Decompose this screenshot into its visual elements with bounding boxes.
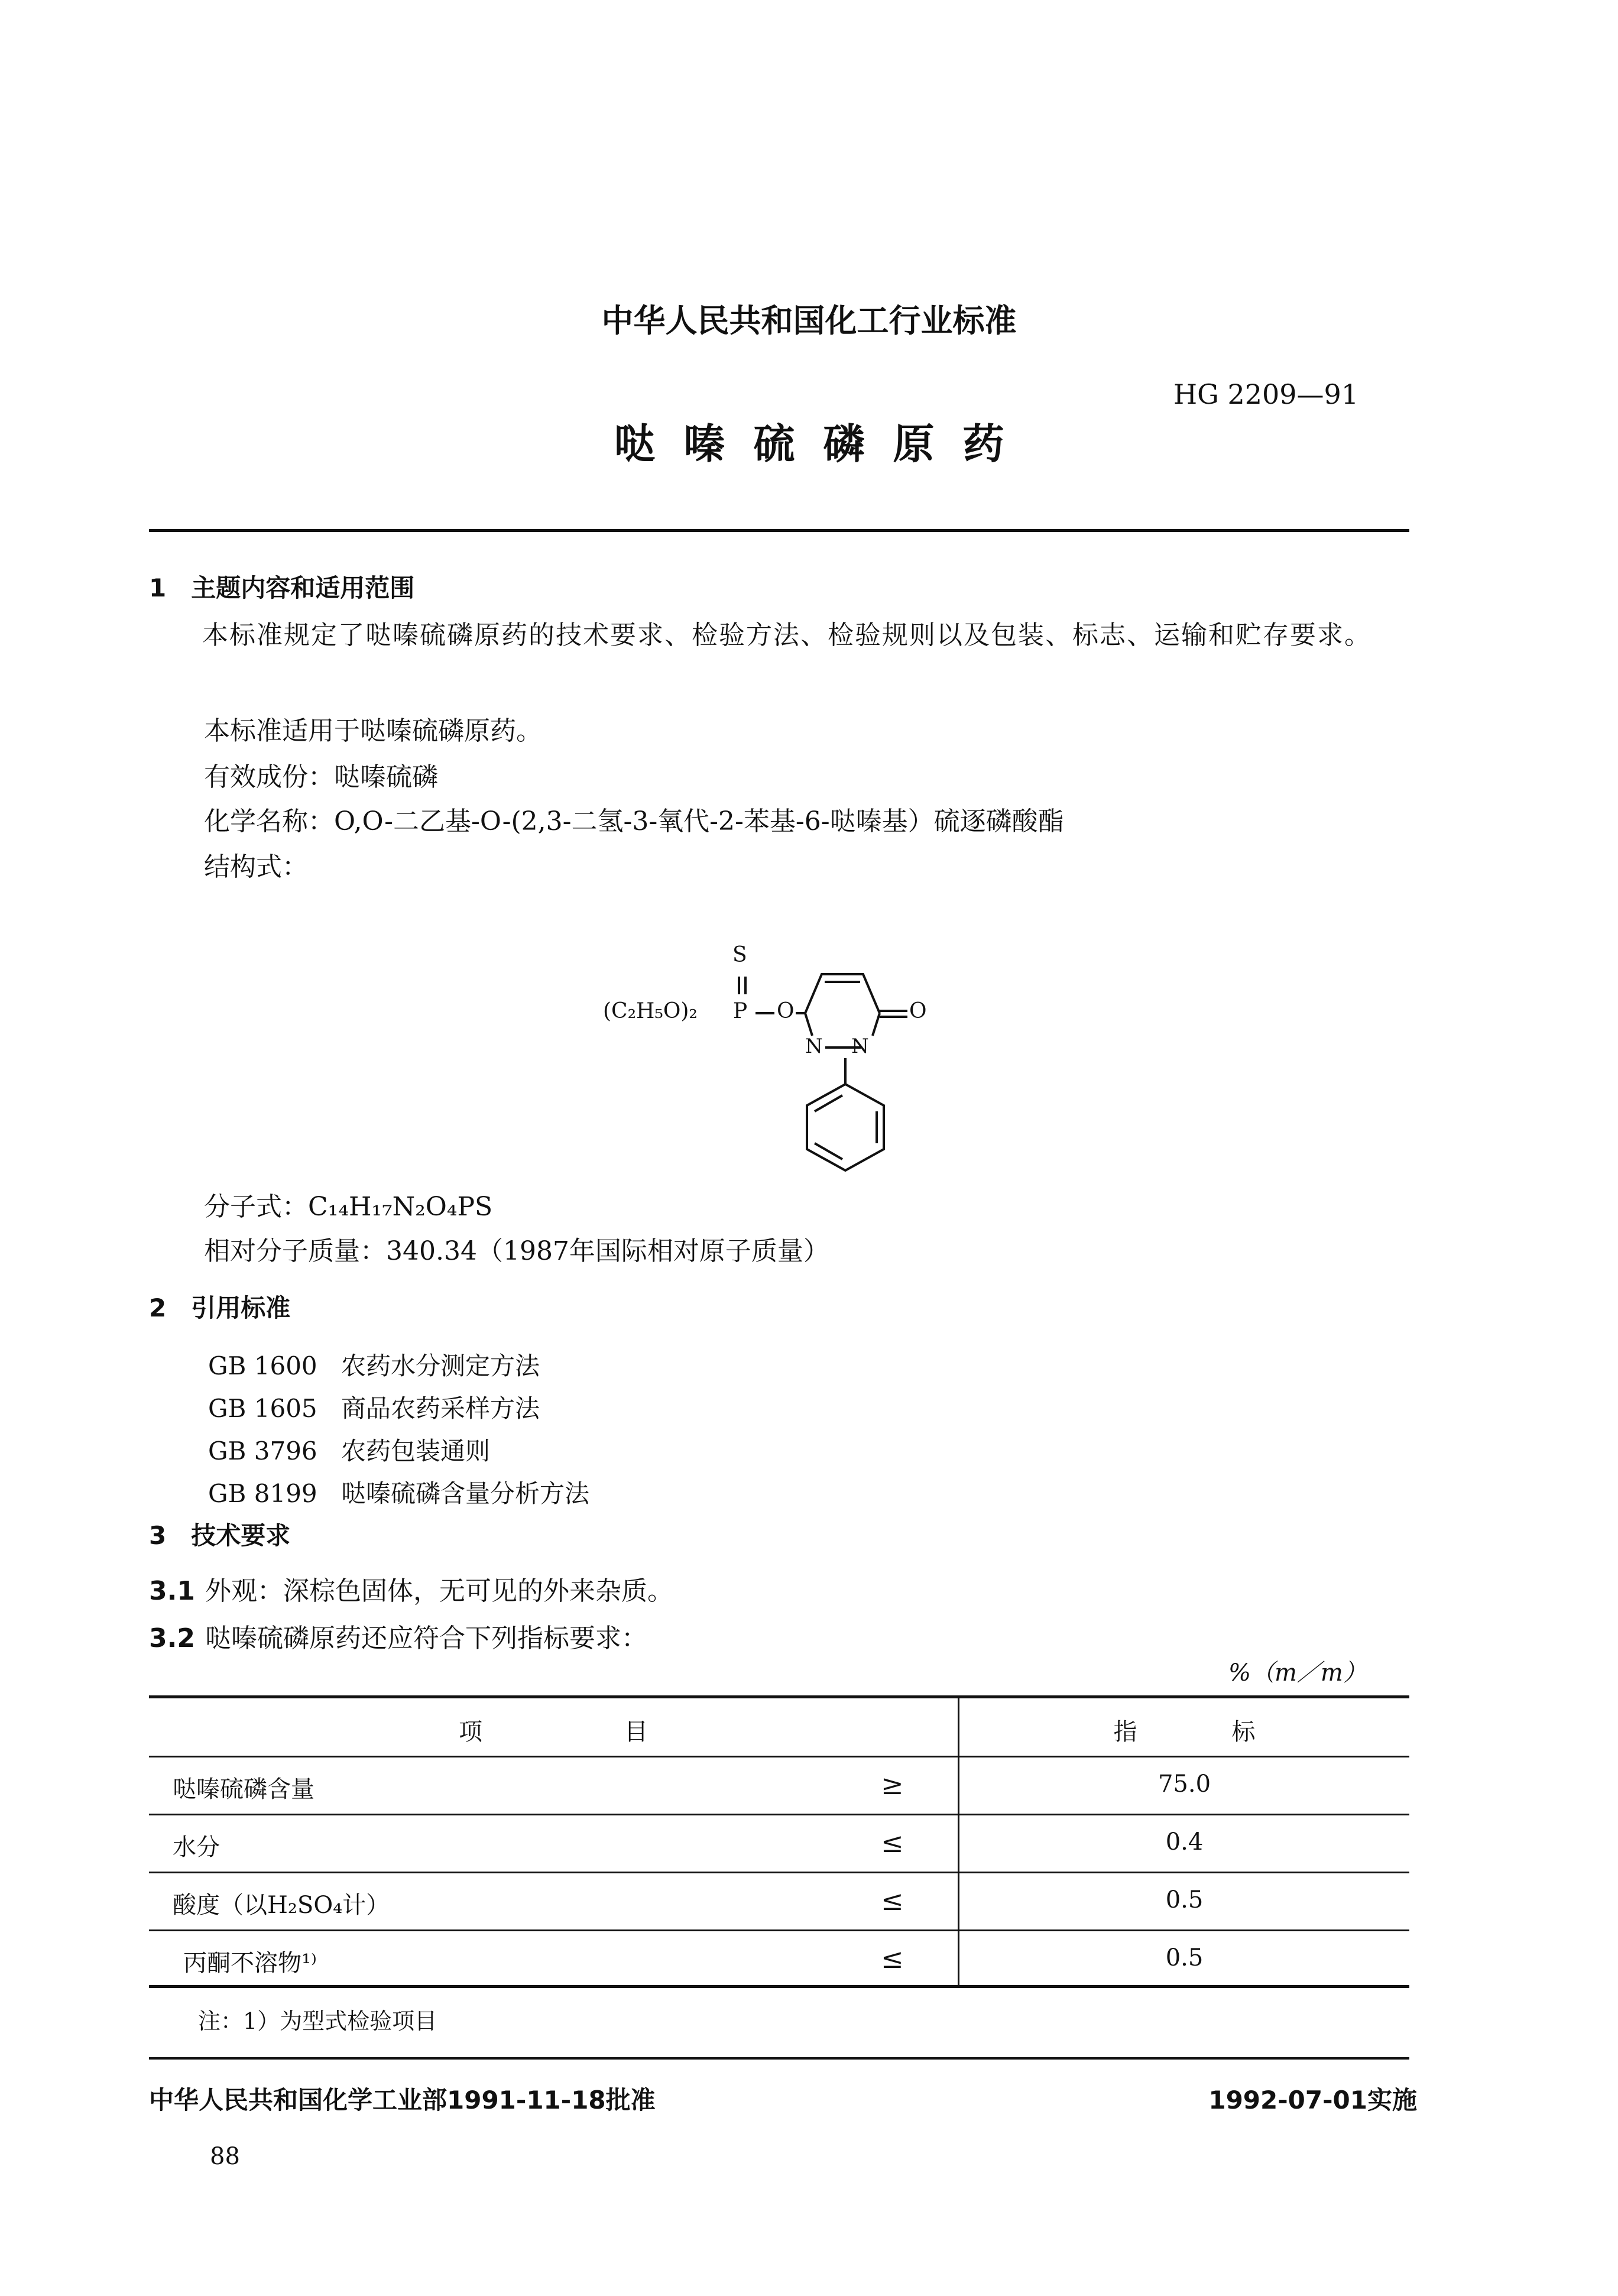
standard-number: HG 2209—91 — [1173, 378, 1359, 410]
section-1-applicability: 本标准适用于哒嗪硫磷原药。 — [204, 716, 542, 746]
document-title: 哒嗪硫磷原药 — [614, 420, 1033, 468]
sulfur-atom: S — [732, 943, 747, 967]
reference-code: GB 8199 — [208, 1479, 317, 1508]
table-row-rule — [149, 1814, 1409, 1815]
implementation-date: 1992-07-01实施 — [1208, 2086, 1417, 2115]
table-row-operator: ≥ — [881, 1769, 904, 1801]
approval-statement: 中华人民共和国化学工业部1991-11-18批准 — [149, 2086, 656, 2115]
table-row-name: 丙酮不溶物¹⁾ — [183, 1950, 317, 1977]
table-top-rule — [149, 1695, 1409, 1698]
structure-label: 结构式： — [204, 852, 308, 882]
table-row-operator: ≤ — [881, 1885, 904, 1916]
reference-title: 农药水分测定方法 — [341, 1351, 540, 1380]
footer-rule — [149, 2057, 1409, 2060]
table-header-item: 项 目 — [459, 1718, 648, 1746]
reference-item — [208, 1474, 589, 1510]
ethoxy-group: (C₂H₅O)₂ — [603, 999, 698, 1023]
clause-text: 哒嗪硫磷原药还应符合下列指标要求： — [205, 1623, 647, 1653]
chemical-name: 化学名称：O,O-二乙基-O-(2,3-二氢-3-氧代-2-苯基-6-哒嗪基）硫逐磷酸酯 — [204, 806, 1064, 836]
active-ingredient: 有效成份：哒嗪硫磷 — [204, 762, 438, 792]
reference-code: GB 1605 — [208, 1394, 317, 1423]
reference-item — [208, 1347, 540, 1382]
header-title: 中华人民共和国化工行业标准 — [601, 302, 1017, 339]
table-row-name: 水分 — [173, 1834, 220, 1861]
ring-top — [805, 974, 880, 1013]
table-header-rule — [149, 1756, 1409, 1757]
requirement-3-1 — [149, 1569, 673, 1607]
section-1-heading: 1 主题内容和适用范围 — [149, 573, 415, 602]
reference-title: 农药包装通则 — [341, 1436, 491, 1465]
table-row-value: 0.5 — [1165, 1886, 1204, 1914]
table-bottom-rule — [149, 1985, 1409, 1988]
table-row-name: 哒嗪硫磷含量 — [173, 1776, 314, 1803]
table-header-index: 指 标 — [1113, 1718, 1256, 1746]
ring-nitrogen-1: N — [805, 1035, 823, 1058]
table-row-name: 酸度（以H₂SO₄计） — [173, 1892, 390, 1919]
phosphorus-atom: P — [733, 999, 748, 1023]
table-note: 注：1）为型式检验项目 — [198, 2008, 437, 2034]
clause-number: 3.1 — [149, 1576, 195, 1606]
molecular-formula: 分子式：C₁₄H₁₇N₂O₄PS — [204, 1192, 493, 1222]
bridge-oxygen-atom: O — [777, 999, 795, 1023]
table-row-value: 0.5 — [1165, 1944, 1204, 1971]
section-2-heading: 2 引用标准 — [149, 1293, 291, 1322]
reference-code: GB 1600 — [208, 1351, 317, 1380]
section-3-heading: 3 技术要求 — [149, 1521, 291, 1550]
table-row-value: 0.4 — [1165, 1828, 1204, 1856]
unit-label: %（m／m） — [1228, 1659, 1367, 1687]
phenyl-ring — [807, 1084, 884, 1170]
ring-c-n2 — [873, 1013, 880, 1036]
ring-c-n — [805, 1013, 812, 1036]
reference-item — [208, 1432, 490, 1467]
reference-item — [208, 1389, 540, 1425]
section-1-paragraph-scope: 本标准规定了哒嗪硫磷原药的技术要求、检验方法、检验规则以及包装、标志、运输和贮存要求。 — [202, 620, 1371, 650]
table-row-rule — [149, 1929, 1409, 1931]
table-row-operator: ≤ — [881, 1942, 904, 1974]
keto-oxygen-atom: O — [909, 999, 927, 1023]
clause-number: 3.2 — [149, 1623, 195, 1653]
clause-text: 外观：深棕色固体，无可见的外来杂质。 — [205, 1576, 673, 1606]
ring-nitrogen-2: N — [851, 1035, 869, 1058]
reference-code: GB 3796 — [208, 1436, 317, 1465]
table-row-operator: ≤ — [881, 1827, 904, 1859]
requirement-3-2 — [149, 1617, 647, 1655]
table-row-rule — [149, 1872, 1409, 1873]
reference-title: 商品农药采样方法 — [341, 1394, 540, 1423]
molecular-mass: 相对分子质量：340.34（1987年国际相对原子质量） — [204, 1236, 829, 1266]
reference-title: 哒嗪硫磷含量分析方法 — [341, 1479, 590, 1508]
table-row-value: 75.0 — [1157, 1770, 1211, 1798]
page-number: 88 — [210, 2143, 240, 2170]
